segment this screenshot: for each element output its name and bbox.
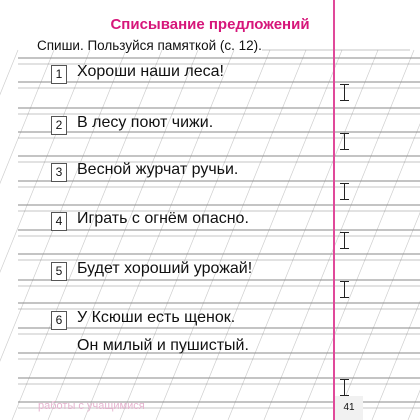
slant-guide-line xyxy=(0,50,90,420)
slant-guide-line xyxy=(48,50,198,420)
sentence-continued: Он милый и пушистый. xyxy=(77,337,249,354)
sentence: Весной журчат ручьи. xyxy=(77,161,239,178)
sentence: Будет хороший урожай! xyxy=(77,260,253,277)
sentence: Играть с огнём опасно. xyxy=(77,210,249,227)
slant-guide-line xyxy=(12,50,162,420)
slant-guide-line xyxy=(192,50,342,420)
slant-guide-line xyxy=(120,50,270,420)
slant-guide-line xyxy=(0,50,54,420)
slant-guide-line xyxy=(372,50,420,420)
item-number-box: 5 xyxy=(51,262,67,281)
sentence: В лесу поют чижи. xyxy=(77,114,214,131)
item-number-box: 3 xyxy=(51,163,67,182)
slant-guide-line xyxy=(408,50,420,420)
slant-guide-line xyxy=(264,50,414,420)
slant-guide-line xyxy=(84,50,234,420)
slant-guide-line xyxy=(336,50,420,420)
instruction-text: Спиши. Пользуйся памяткой (с. 12). xyxy=(37,38,262,53)
item-number-box: 2 xyxy=(51,116,67,135)
margin-line xyxy=(333,0,335,420)
item-number-box: 4 xyxy=(51,212,67,231)
item-number-box: 6 xyxy=(51,311,67,330)
slant-guide-line xyxy=(228,50,378,420)
slant-guide-line xyxy=(300,50,420,420)
slant-guide-line xyxy=(0,50,126,420)
sentence: У Ксюши есть щенок. xyxy=(77,309,236,326)
page-number: 41 xyxy=(335,396,363,420)
sentence: Хороши наши леса! xyxy=(77,63,224,80)
page-title: Списывание предложений xyxy=(110,16,310,33)
footer-text: работы с учащимися xyxy=(38,400,145,412)
item-number-box: 1 xyxy=(51,65,67,84)
slant-guide-line xyxy=(156,50,306,420)
